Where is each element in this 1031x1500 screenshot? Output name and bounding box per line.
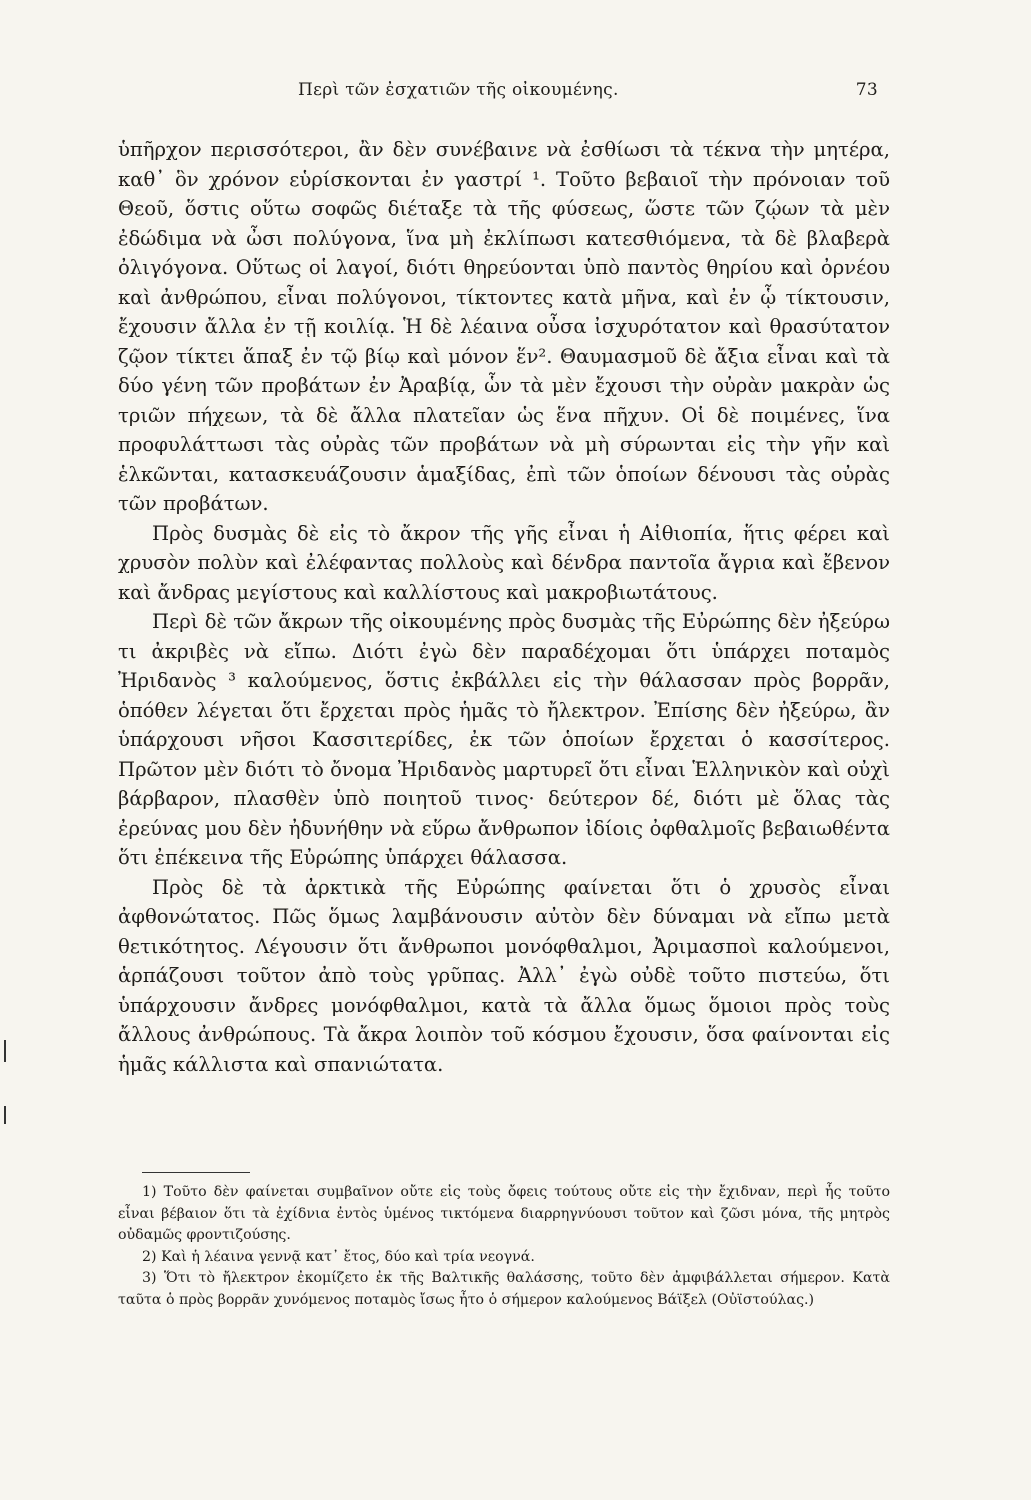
margin-mark: [4, 1106, 6, 1124]
paragraph-1: ὑπῆρχον περισσότεροι, ἂν δὲν συνέβαινε νὰ ἐσθίωσι τὰ τέκνα τὴν μητέρα, καθ᾿ ὃν χρόνον εὑρίσκονται ἐν γαστρί ¹. Τοῦτο βεβαιοῖ τὴν πρόνοιαν τοῦ Θεοῦ, ὅστις οὕτω σοφῶς διέταξε τὰ τῆς φύσεως, ὥστε τῶν ζῴων τὰ μὲν ἐδώδιμα νὰ ὦσι πολύγονα, ἵνα μὴ ἐκλίπωσι κατεσθιόμενα, τὰ δὲ βλαβερὰ ὀλιγόγονα. Οὕτως οἱ λαγοί, διότι θηρεύονται ὑπὸ παντὸς θηρίου καὶ ὀρνέου καὶ ἀνθρώπου, εἶναι πολύγονοι, τίκτοντες κατὰ μῆνα, καὶ ἐν ᾧ τίκτουσιν, ἔχουσιν ἄλλα ἐν τῇ κοιλίᾳ. Ἡ δὲ λέαινα οὖσα ἰσχυρότατον καὶ θρασύτατον ζῷον τίκτει ἅπαξ ἐν τῷ βίῳ καὶ μόνον ἕν². Θαυμασμοῦ δὲ ἄξια εἶναι καὶ τὰ δύο γένη τῶν προβάτων ἐν Ἀραβίᾳ, ὧν τὰ μὲν ἔχουσι τὴν οὐρὰν μακρὰν ὡς τριῶν πήχεων, τὰ δὲ ἄλλα πλατεῖαν ὡς ἕνα πῆχυν. Οἱ δὲ ποιμένες, ἵνα προφυλάττωσι τὰς οὐρὰς τῶν προβάτων νὰ μὴ σύρωνται εἰς τὴν γῆν καὶ ἑλκῶνται, κατασκευάζουσιν ἁμαξίδας, ἐπὶ τῶν ὁποίων δένουσι τὰς οὐρὰς τῶν προβάτων.: [118, 138, 890, 515]
body-text: [118, 135, 890, 1079]
footnote-divider: [142, 1172, 250, 1173]
footnote-3: 3) Ὅτι τὸ ἤλεκτρον ἐκομίζετο ἐκ τῆς Βαλτικῆς θαλάσσης, τοῦτο δὲν ἀμφιβάλλεται σήμερον. Κατὰ ταῦτα ὁ πρὸς βορρᾶν χυνόμενος ποταμὸς ἴσως ἦτο ὁ σήμερον καλούμενος Βάϊξελ (Οὐϊστούλας.): [118, 1270, 890, 1308]
paragraph-2: Πρὸς δυσμὰς δὲ εἰς τὸ ἄκρον τῆς γῆς εἶναι ἡ Αἰθιοπία, ἥτις φέρει καὶ χρυσὸν πολὺν καὶ ἐλέφαντας πολλοὺς καὶ δένδρα παντοῖα ἄγρια καὶ ἔβενον καὶ ἄνδρας μεγίστους καὶ καλλίστους καὶ μακροβιωτάτους.: [118, 521, 890, 604]
paragraph-4: Πρὸς δὲ τὰ ἀρκτικὰ τῆς Εὐρώπης φαίνεται ὅτι ὁ χρυσὸς εἶναι ἀφθονώτατος. Πῶς ὅμως λαμβάνουσιν αὐτὸν δὲν δύναμαι νὰ εἴπω μετὰ θετικότητος. Λέγουσιν ὅτι ἄνθρωποι μονόφθαλμοι, Ἀριμασποὶ καλούμενοι, ἁρπάζουσι τοῦτον ἀπὸ τοὺς γρῦπας. Ἀλλ᾿ ἐγὼ οὐδὲ τοῦτο πιστεύω, ὅτι ὑπάρχουσιν ἄνδρες μονόφθαλμοι, κατὰ τὰ ἄλλα ὅμως ὅμοιοι πρὸς τοὺς ἄλλους ἀνθρώπους. Τὰ ἄκρα λοιπὸν τοῦ κόσμου ἔχουσιν, ὅσα φαίνονται εἰς ἡμᾶς κάλλιστα καὶ σπανιώτατα.: [118, 875, 890, 1076]
running-title: Περὶ τῶν ἐσχατιῶν τῆς οἰκουμένης.: [298, 80, 619, 100]
footnote-2: 2) Καὶ ἡ λέαινα γεννᾷ κατ᾿ ἔτος, δύο καὶ τρία νεογνά.: [142, 1248, 535, 1265]
footnote-1: 1) Τοῦτο δὲν φαίνεται συμβαῖνον οὔτε εἰς τοὺς ὄφεις τούτους οὔτε εἰς τὴν ἔχιδναν, περὶ ἧς τοῦτο εἶναι βέβαιον ὅτι τὰ ἐχίδνια ἐντὸς ὑμένος τικτόμενα διαρρηγνύουσι τοῦτον καὶ ζῶσι μόνα, τῆς μητρὸς οὐδαμῶς φροντιζούσης.: [118, 1184, 890, 1243]
paragraph-3: Περὶ δὲ τῶν ἄκρων τῆς οἰκουμένης πρὸς δυσμὰς τῆς Εὐρώπης δὲν ἠξεύρω τι ἀκριβὲς νὰ εἴπω. Διότι ἐγὼ δὲν παραδέχομαι ὅτι ὑπάρχει ποταμὸς Ἠριδανὸς ³ καλούμενος, ὅστις ἐκβάλλει εἰς τὴν θάλασσαν πρὸς βορρᾶν, ὁπόθεν λέγεται ὅτι ἔρχεται πρὸς ἡμᾶς τὸ ἤλεκτρον. Ἐπίσης δὲν ἠξεύρω, ἂν ὑπάρχουσι νῆσοι Κασσιτερίδες, ἐκ τῶν ὁποίων ἔρχεται ὁ κασσίτερος. Πρῶτον μὲν διότι τὸ ὄνομα Ἠριδανὸς μαρτυρεῖ ὅτι εἶναι Ἑλληνικὸν καὶ οὐχὶ βάρβαρον, πλασθὲν ὑπὸ ποιητοῦ τινος· δεύτερον δέ, διότι μὲ ὅλας τὰς ἐρεύνας μου δὲν ἠδυνήθην νὰ εὕρω ἄνθρωπον ἰδίοις ὀφθαλμοῖς βεβαιωθέντα ὅτι ἐπέκεινα τῆς Εὐρώπης ὑπάρχει θάλασσα.: [118, 610, 890, 869]
page-header: [118, 80, 878, 106]
page-number: 73: [855, 80, 878, 100]
footnotes: [118, 1182, 890, 1311]
margin-mark: [4, 1040, 6, 1062]
